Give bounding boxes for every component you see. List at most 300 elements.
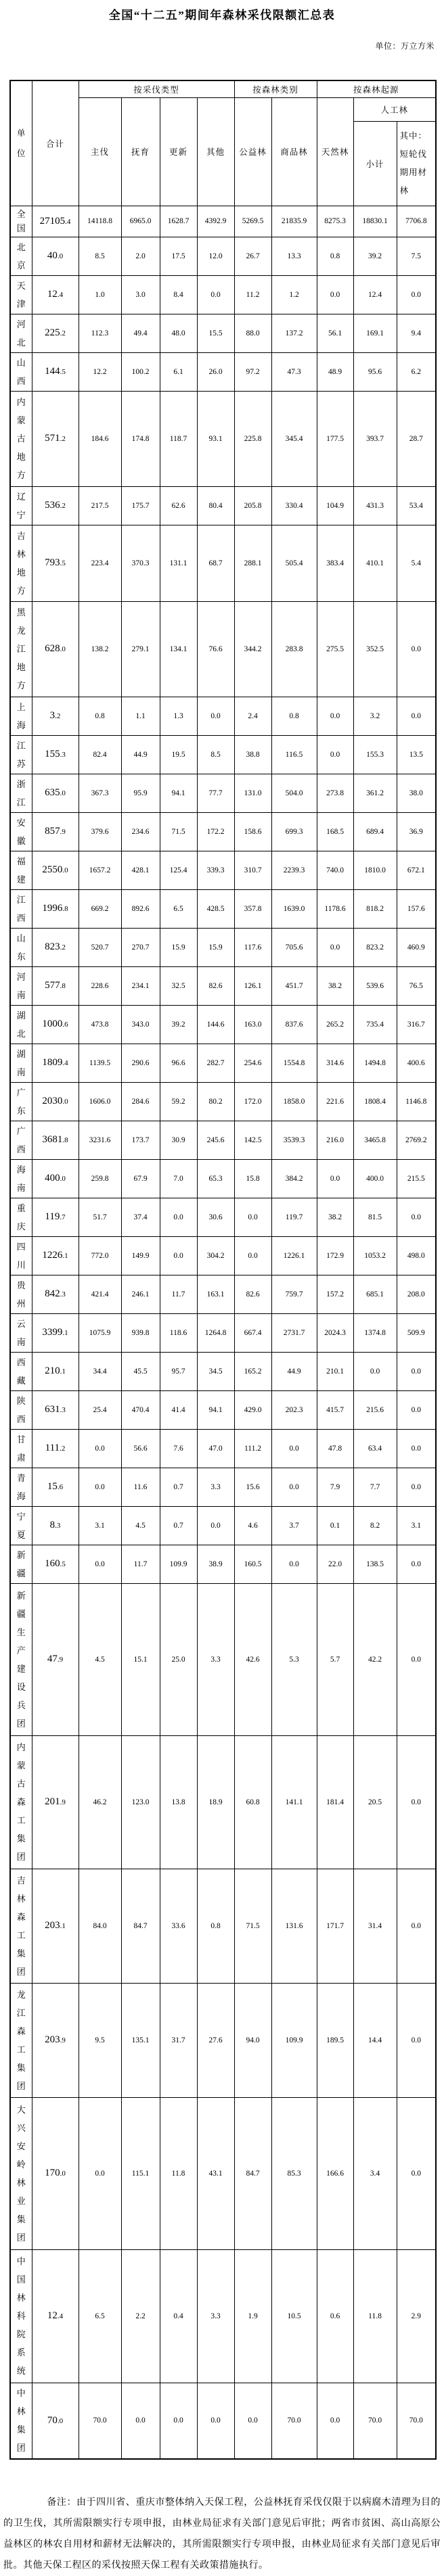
total-value: 635.0	[32, 774, 79, 812]
value: 273.8	[317, 774, 353, 812]
value: 116.5	[271, 735, 317, 774]
total-value: 203.9	[32, 1983, 79, 2097]
header-public-welfare-forest: 公益林	[234, 97, 271, 206]
value: 59.2	[160, 1082, 197, 1121]
total-value: 2550.0	[32, 851, 79, 889]
value: 47.0	[197, 1429, 234, 1468]
unit-name: 吉林森工集团	[10, 1869, 32, 1983]
value: 135.1	[121, 1983, 160, 2097]
total-value: 577.8	[32, 966, 79, 1005]
value: 339.3	[197, 851, 234, 889]
unit-name: 大兴安岭林业集团	[10, 2097, 32, 2249]
value: 171.7	[317, 1869, 353, 1983]
value: 49.4	[121, 314, 160, 352]
value: 20.5	[353, 1735, 397, 1869]
value: 13.3	[271, 237, 317, 275]
total-value: 8.3	[32, 1506, 79, 1545]
table-row	[10, 1735, 436, 1869]
value: 95.6	[353, 352, 397, 391]
value: 85.3	[271, 2097, 317, 2249]
value: 134.1	[160, 601, 197, 697]
value: 1494.8	[353, 1044, 397, 1082]
value: 428.1	[121, 851, 160, 889]
value: 172.2	[197, 812, 234, 851]
value: 11.8	[353, 2249, 397, 2383]
total-value: 400.0	[32, 1159, 79, 1198]
value: 0.0	[271, 1545, 317, 1583]
value: 25.0	[160, 1583, 197, 1735]
value: 70.0	[79, 2383, 121, 2459]
value: 9.5	[79, 1983, 121, 2097]
value: 0.0	[317, 697, 353, 735]
unit-name: 湖南	[10, 1044, 32, 1082]
unit-name: 新疆生产建设兵团	[10, 1583, 32, 1735]
value: 3.1	[79, 1506, 121, 1545]
value: 149.9	[121, 1236, 160, 1275]
header-other-cut: 其他	[197, 97, 234, 206]
value: 2.0	[121, 237, 160, 275]
value: 21835.9	[271, 206, 317, 237]
unit-name: 龙江森工集团	[10, 1983, 32, 2097]
total-value: 1000.6	[32, 1005, 79, 1044]
value: 93.1	[197, 391, 234, 486]
value: 18.9	[197, 1735, 234, 1869]
table-row	[10, 735, 436, 774]
value: 71.5	[234, 1869, 271, 1983]
value: 225.8	[234, 391, 271, 486]
value: 0.0	[160, 1236, 197, 1275]
total-value: 203.1	[32, 1869, 79, 1983]
value: 0.0	[317, 928, 353, 966]
value: 2239.3	[271, 851, 317, 889]
value: 104.9	[317, 486, 353, 525]
value: 0.0	[397, 2097, 436, 2249]
value: 892.6	[121, 889, 160, 928]
value: 7706.8	[397, 206, 436, 237]
value: 62.6	[160, 486, 197, 525]
value: 172.0	[234, 1082, 271, 1121]
value: 33.6	[160, 1869, 197, 1983]
header-planted-forest: 人工林	[353, 97, 436, 121]
unit-name: 广东	[10, 1082, 32, 1121]
value: 0.0	[397, 697, 436, 735]
value: 84.7	[121, 1869, 160, 1983]
value: 1075.9	[79, 1313, 121, 1352]
value: 310.7	[234, 851, 271, 889]
value: 5.4	[397, 525, 436, 601]
value: 71.5	[160, 812, 197, 851]
value: 7.7	[353, 1468, 397, 1506]
unit-name: 江西	[10, 889, 32, 928]
value: 259.8	[79, 1159, 121, 1198]
value: 3.7	[271, 1506, 317, 1545]
value: 393.7	[353, 391, 397, 486]
value: 6.2	[397, 352, 436, 391]
value: 158.6	[234, 812, 271, 851]
value: 234.1	[121, 966, 160, 1005]
value: 428.5	[197, 889, 234, 928]
value: 142.5	[234, 1121, 271, 1159]
value: 6.5	[160, 889, 197, 928]
quota-table	[9, 80, 437, 2460]
value: 0.0	[317, 2383, 353, 2459]
value: 282.7	[197, 1044, 234, 1082]
value: 0.0	[397, 601, 436, 697]
total-value: 571.2	[32, 391, 79, 486]
unit-name: 湖北	[10, 1005, 32, 1044]
value: 97.2	[234, 352, 271, 391]
unit-name: 云南	[10, 1313, 32, 1352]
value: 1554.8	[271, 1044, 317, 1082]
unit-name: 福建	[10, 851, 32, 889]
total-value: 842.3	[32, 1275, 79, 1313]
value: 0.0	[397, 1583, 436, 1735]
value: 22.0	[317, 1545, 353, 1583]
value: 118.6	[160, 1313, 197, 1352]
value: 685.1	[353, 1275, 397, 1313]
value: 36.9	[397, 812, 436, 851]
table-row	[10, 812, 436, 851]
value: 15.9	[197, 928, 234, 966]
table-row	[10, 1390, 436, 1429]
total-value: 628.0	[32, 601, 79, 697]
value: 1139.5	[79, 1044, 121, 1082]
value: 12.0	[197, 237, 234, 275]
unit-name: 海南	[10, 1159, 32, 1198]
value: 31.7	[160, 1983, 197, 2097]
unit-name: 西藏	[10, 1352, 32, 1390]
value: 38.2	[317, 1198, 353, 1236]
header-short-rotation: 其中：短轮伐期用材林	[397, 121, 436, 206]
value: 345.4	[271, 391, 317, 486]
value: 1858.0	[271, 1082, 317, 1121]
value: 28.7	[397, 391, 436, 486]
total-value: 225.2	[32, 314, 79, 352]
value: 5.7	[317, 1583, 353, 1735]
value: 504.0	[271, 774, 317, 812]
value: 8.5	[197, 735, 234, 774]
value: 689.4	[353, 812, 397, 851]
value: 210.1	[317, 1352, 353, 1390]
value: 314.6	[317, 1044, 353, 1082]
value: 1628.7	[160, 206, 197, 237]
value: 400.6	[397, 1044, 436, 1082]
value: 0.8	[317, 237, 353, 275]
value: 384.2	[271, 1159, 317, 1198]
value: 0.0	[121, 2383, 160, 2459]
value: 38.8	[234, 735, 271, 774]
page-title: 全国“十二五”期间年森林采伐限额汇总表	[108, 9, 336, 22]
value: 47.3	[271, 352, 317, 391]
unit-name: 重庆	[10, 1198, 32, 1236]
value: 7.9	[317, 1468, 353, 1506]
table-row	[10, 206, 436, 237]
value: 0.0	[397, 1869, 436, 1983]
value: 15.9	[160, 928, 197, 966]
value: 131.0	[234, 774, 271, 812]
unit-name: 陕西	[10, 1390, 32, 1429]
value: 0.0	[397, 1429, 436, 1468]
value: 1657.2	[79, 851, 121, 889]
value: 539.6	[353, 966, 397, 1005]
value: 823.2	[353, 928, 397, 966]
value: 168.5	[317, 812, 353, 851]
value: 3.1	[397, 1506, 436, 1545]
value: 215.6	[353, 1390, 397, 1429]
value: 160.5	[234, 1545, 271, 1583]
value: 125.4	[160, 851, 197, 889]
value: 202.3	[271, 1390, 317, 1429]
value: 163.1	[197, 1275, 234, 1313]
value: 7.0	[160, 1159, 197, 1198]
value: 13.8	[160, 1735, 197, 1869]
value: 46.2	[79, 1735, 121, 1869]
value: 4392.9	[197, 206, 234, 237]
value: 0.0	[197, 1506, 234, 1545]
value: 25.4	[79, 1390, 121, 1429]
value: 26.7	[234, 237, 271, 275]
value: 498.0	[397, 1236, 436, 1275]
value: 44.9	[121, 735, 160, 774]
total-value: 3.2	[32, 697, 79, 735]
value: 208.0	[397, 1275, 436, 1313]
unit-name: 北京	[10, 237, 32, 275]
value: 17.5	[160, 237, 197, 275]
unit-name: 天津	[10, 275, 32, 314]
value: 818.2	[353, 889, 397, 928]
header-by-forest-category: 按森林类别	[234, 80, 317, 97]
table-row	[10, 1352, 436, 1390]
value: 669.2	[79, 889, 121, 928]
unit-name: 全国	[10, 206, 32, 237]
value: 0.0	[317, 275, 353, 314]
value: 772.0	[79, 1236, 121, 1275]
total-value: 210.1	[32, 1352, 79, 1390]
value: 0.0	[79, 1545, 121, 1583]
value: 270.7	[121, 928, 160, 966]
total-value: 144.5	[32, 352, 79, 391]
value: 15.5	[197, 314, 234, 352]
total-value: 793.5	[32, 525, 79, 601]
value: 460.9	[397, 928, 436, 966]
value: 2.4	[234, 697, 271, 735]
value: 11.7	[121, 1545, 160, 1583]
unit-name: 中林集团	[10, 2383, 32, 2459]
value: 0.8	[197, 1869, 234, 1983]
value: 1639.0	[271, 889, 317, 928]
value: 0.0	[79, 2097, 121, 2249]
value: 77.7	[197, 774, 234, 812]
header-main-cut: 主伐	[79, 97, 121, 206]
header-regeneration-cut: 更新	[160, 97, 197, 206]
total-value: 47.9	[32, 1583, 79, 1735]
total-value: 160.5	[32, 1545, 79, 1583]
value: 184.6	[79, 391, 121, 486]
value: 759.7	[271, 1275, 317, 1313]
value: 215.5	[397, 1159, 436, 1198]
value: 53.4	[397, 486, 436, 525]
value: 705.6	[271, 928, 317, 966]
value: 26.0	[197, 352, 234, 391]
value: 9.4	[397, 314, 436, 352]
value: 1146.8	[397, 1082, 436, 1121]
value: 109.9	[160, 1545, 197, 1583]
value: 279.1	[121, 601, 160, 697]
value: 0.0	[397, 1545, 436, 1583]
value: 76.6	[197, 601, 234, 697]
value: 56.6	[121, 1429, 160, 1468]
total-value: 170.0	[32, 2097, 79, 2249]
value: 31.4	[353, 1869, 397, 1983]
value: 1053.2	[353, 1236, 397, 1275]
value: 157.2	[317, 1275, 353, 1313]
value: 0.8	[79, 697, 121, 735]
value: 56.1	[317, 314, 353, 352]
value: 473.8	[79, 1005, 121, 1044]
value: 3539.3	[271, 1121, 317, 1159]
value: 14.4	[353, 1983, 397, 2097]
value: 672.1	[397, 851, 436, 889]
value: 3.4	[353, 2097, 397, 2249]
table-row	[10, 1506, 436, 1545]
table-row	[10, 774, 436, 812]
value: 30.9	[160, 1121, 197, 1159]
value: 65.3	[197, 1159, 234, 1198]
value: 470.4	[121, 1390, 160, 1429]
value: 699.3	[271, 812, 317, 851]
value: 8.4	[160, 275, 197, 314]
value: 290.6	[121, 1044, 160, 1082]
value: 51.7	[79, 1198, 121, 1236]
value: 131.6	[271, 1869, 317, 1983]
value: 27.6	[197, 1983, 234, 2097]
table-row	[10, 601, 436, 697]
table-body	[10, 206, 436, 2459]
value: 1606.0	[79, 1082, 121, 1121]
unit-name: 内蒙古森工集团	[10, 1735, 32, 1869]
total-value: 12.4	[32, 2249, 79, 2383]
value: 80.4	[197, 486, 234, 525]
unit-name: 贵州	[10, 1275, 32, 1313]
value: 88.0	[234, 314, 271, 352]
total-value: 1226.1	[32, 1236, 79, 1275]
value: 0.0	[317, 735, 353, 774]
table-row	[10, 314, 436, 352]
table-row	[10, 1198, 436, 1236]
value: 0.0	[397, 1390, 436, 1429]
value: 12.4	[353, 275, 397, 314]
value: 217.5	[79, 486, 121, 525]
value: 205.8	[234, 486, 271, 525]
value: 1.0	[79, 275, 121, 314]
value: 48.0	[160, 314, 197, 352]
table-row	[10, 525, 436, 601]
value: 138.2	[79, 601, 121, 697]
value: 189.5	[317, 1983, 353, 2097]
value: 38.9	[197, 1545, 234, 1583]
total-value: 12.4	[32, 275, 79, 314]
table-row	[10, 1121, 436, 1159]
unit-name: 四川	[10, 1236, 32, 1275]
unit-name: 广西	[10, 1121, 32, 1159]
value: 5269.5	[234, 206, 271, 237]
value: 115.1	[121, 2097, 160, 2249]
value: 126.1	[234, 966, 271, 1005]
value: 81.5	[353, 1198, 397, 1236]
value: 3465.8	[353, 1121, 397, 1159]
table-row	[10, 1236, 436, 1275]
total-value: 1809.4	[32, 1044, 79, 1082]
value: 63.4	[353, 1429, 397, 1468]
value: 82.4	[79, 735, 121, 774]
value: 0.1	[317, 1506, 353, 1545]
value: 400.0	[353, 1159, 397, 1198]
unit-name: 吉林地方	[10, 525, 32, 601]
value: 0.8	[271, 697, 317, 735]
value: 173.7	[121, 1121, 160, 1159]
table-row	[10, 2249, 436, 2383]
value: 2024.3	[317, 1313, 353, 1352]
value: 144.6	[197, 1005, 234, 1044]
value: 275.5	[317, 601, 353, 697]
value: 95.7	[160, 1352, 197, 1390]
total-value: 536.2	[32, 486, 79, 525]
value: 174.8	[121, 391, 160, 486]
value: 41.4	[160, 1390, 197, 1429]
value: 39.2	[353, 237, 397, 275]
value: 100.2	[121, 352, 160, 391]
header-natural-forest: 天然林	[317, 97, 353, 206]
value: 735.4	[353, 1005, 397, 1044]
value: 94.1	[197, 1390, 234, 1429]
total-value: 823.2	[32, 928, 79, 966]
value: 42.6	[234, 1583, 271, 1735]
total-value: 40.0	[32, 237, 79, 275]
value: 2.9	[397, 2249, 436, 2383]
value: 7.6	[160, 1429, 197, 1468]
table-row	[10, 1468, 436, 1506]
value: 47.8	[317, 1429, 353, 1468]
value: 82.6	[197, 966, 234, 1005]
value: 18830.1	[353, 206, 397, 237]
value: 117.6	[234, 928, 271, 966]
value: 11.8	[160, 2097, 197, 2249]
total-value: 2030.0	[32, 1082, 79, 1121]
value: 70.0	[353, 2383, 397, 2459]
unit-name: 浙江	[10, 774, 32, 812]
value: 38.2	[317, 966, 353, 1005]
table-row	[10, 486, 436, 525]
value: 265.2	[317, 1005, 353, 1044]
value: 165.2	[234, 1352, 271, 1390]
table-header	[10, 80, 436, 206]
value: 38.0	[397, 774, 436, 812]
unit-name: 江苏	[10, 735, 32, 774]
value: 316.7	[397, 1005, 436, 1044]
table-row	[10, 237, 436, 275]
table-row	[10, 1005, 436, 1044]
value: 410.1	[353, 525, 397, 601]
value: 6.1	[160, 352, 197, 391]
value: 82.6	[234, 1275, 271, 1313]
value: 330.4	[271, 486, 317, 525]
unit-name: 安徽	[10, 812, 32, 851]
value: 429.0	[234, 1390, 271, 1429]
unit-name: 山东	[10, 928, 32, 966]
value: 3.3	[197, 2249, 234, 2383]
value: 95.9	[121, 774, 160, 812]
table-row	[10, 851, 436, 889]
